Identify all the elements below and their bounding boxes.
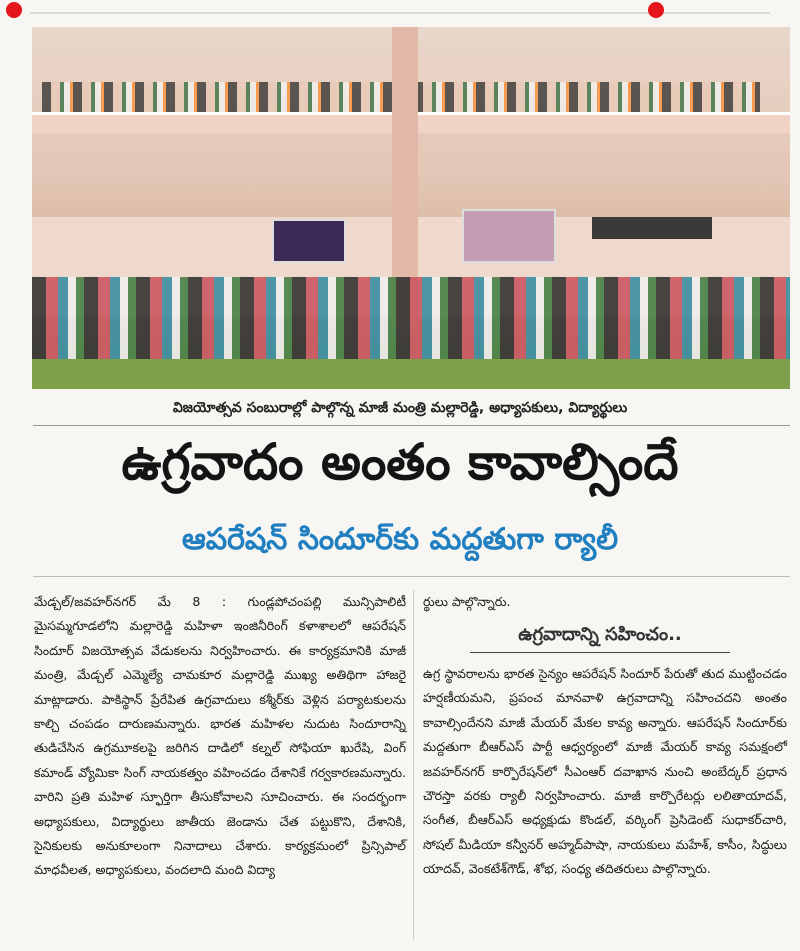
photo-caption: విజయోత్సవ సంబురాల్లో పాల్గొన్న మాజీ మంత్రి మల్లారెడ్డి, అధ్యాపకులు, విద్యార్థులు — [172, 400, 628, 416]
photo-screen — [272, 219, 346, 263]
headline-rule — [33, 576, 790, 577]
section-subheading: ఉగ్రవాదాన్ని సహించం.. — [518, 624, 682, 645]
column-divider — [413, 590, 414, 940]
subheading-underline — [470, 652, 730, 653]
article-right-column: ఉగ్ర స్థావరాలను భారత సైన్యం ఆపరేషన్ సిందూర్ పేరుతో తుద ముట్టించడం హర్షణీయమని, ప్రపంచ మానవాళి ఉగ్రవాదాన్ని సహించదని అంతం కావాల్సిందేనని మాజీ మేయర్ మేకల కావ్య అన్నారు. ఆపరేషన్ సిందూర్‌కు మద్దతుగా బీఆర్ఎస్ పార్టీ ఆధ్వర్యంలో మాజీ మేయర్ కావ్య సమక్షంలో జవహర్‌నగర్ కార్పొరేషన్‌లో సీఎంఆర్ దవాఖాన నుంచి అంబేద్కర్ ప్రధాన చౌరస్తా వరకు ర్యాలీ నిర్వహించారు. మాజీ కార్పొరేటర్లు లలితాయాదవ్, సంగీత, బీఆర్ఎస్ అధ్యక్షుడు కొండల్, వర్కింగ్ ప్రెసిడెంట్ సుధాకర్‌చారి, సోషల్ మీడియా కన్వీనర్ అహ్మద్‌పాషా, నాయకులు మహేశ్, కాసీం, సిద్ధులు యాదవ్, వెంకటేశ్‌గౌడ్, శోభ, సంధ్య తదితరులు పాల్గొన్నారు. — [423, 666, 787, 877]
page-top-bar — [0, 0, 800, 26]
photo-poster — [462, 209, 556, 263]
article-left-column: మేడ్చల్‌/జవహర్‌నగర్ మే 8 : గుండ్లపోచంపల్లి మున్సిపాలిటీ మైసమ్మగూడలోని మల్లారెడ్డి మహిళా ఇంజినీరింగ్ కళాశాలలో ఆపరేషన్ సిందూర్ విజయోత్సవ వేడుకలను నిర్వహించారు. ఈ కార్యక్రమానికి మాజీ మంత్రి, మేడ్చల్ ఎమ్మెల్యే చామకూర మల్లారెడ్డి ముఖ్య అతిథిగా హాజరై మాట్లాడారు. పాకిస్థాన్ ప్రేరేపిత ఉగ్రవాదులు కశ్మీర్‌కు వెళ్లిన పర్యాటకులను కాల్చి చంపడం దారుణమన్నారు. భారత మహిళల నుదుట సిందూరాన్ని తుడిచేసిన ఉగ్రమూకలపై జరిగిన దాడిలో కల్నల్ సోఫియా ఖురేషి, వింగ్ కమాండ్ వ్యోమికా సింగ్ నాయకత్వం వహించడం దేశానికే గర్వకారణమన్నారు. వారిని ప్రతి మహిళ స్ఫూర్తిగా తీసుకోవాలని సూచించారు. ఈ సందర్భంగా అధ్యాపకులు, విద్యార్థులు జాతీయ జెండాను చేత పట్టుకొని, దేశానికి, సైనికులకు అనుకూలంగా నినాదాలు చేశారు. కార్యక్రమంలో ప్రిన్సిపాల్ మాధవీలత, అధ్యాపకులు, వందలాది మంది విద్యా — [34, 594, 406, 878]
red-dot-left — [6, 2, 22, 18]
red-dot-right — [648, 2, 664, 18]
photo-lab-sign — [592, 217, 712, 239]
article-right-column-top: ర్థులు పాల్గొన్నారు. — [423, 594, 511, 609]
photo-lawn — [32, 359, 790, 389]
news-photo — [32, 27, 790, 389]
caption-rule — [33, 425, 790, 426]
subheadline: ఆపరేషన్ సిందూర్‌కు మద్దతుగా ర్యాలీ — [181, 522, 619, 557]
headline: ఉగ్రవాదం అంతం కావాల్సిందే — [121, 433, 679, 491]
